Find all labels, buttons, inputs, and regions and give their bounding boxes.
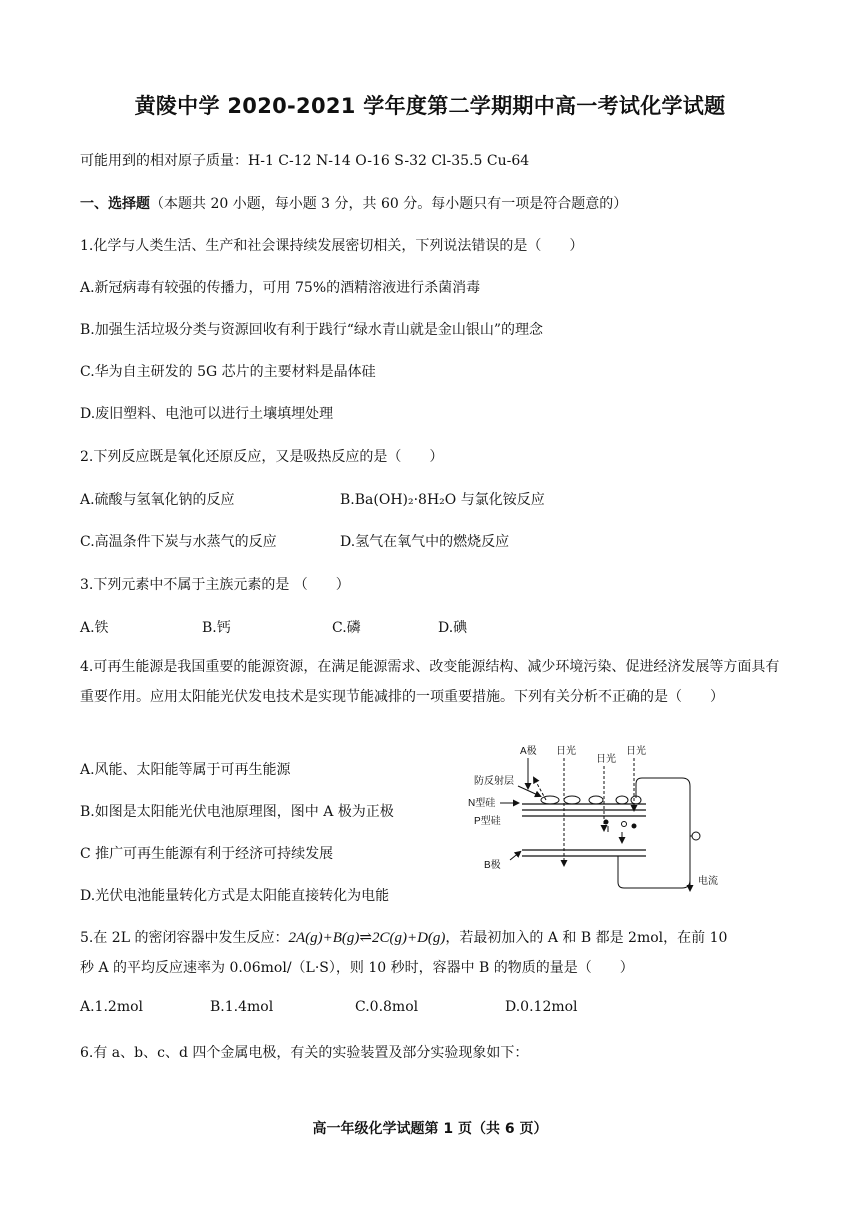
section-note: （本题共 20 小题，每小题 3 分，共 60 分。每小题只有一项是符合题意的）: [150, 196, 628, 212]
question-4-stem: 4.可再生能源是我国重要的能源资源，在满足能源需求、改变能源结构、减少环境污染、促进经济发展等方面具有重要作用。应用太阳能光伏发电技术是实现节能减排的一项重要措施。下列有关分析不正确的是（ ）: [80, 659, 780, 705]
q5-stem-post: ，若最初加入的 A 和 B 都是 2mol，在前 10: [445, 930, 728, 946]
q4-option-d: D.光伏电池能量转化方式是太阳能直接转化为电能: [80, 888, 390, 904]
label-current: 电流: [698, 876, 718, 887]
question-5-line1: [80, 927, 727, 947]
label-b-pole: B极: [484, 860, 501, 871]
exam-title: 黄陵中学 2020-2021 学年度第二学期期中高一考试化学试题: [134, 94, 726, 118]
page-footer: 高一年级化学试题第 1 页（共 6 页）: [312, 1121, 548, 1137]
q4-option-b: B.如图是太阳能光伏电池原理图，图中 A 极为正极: [80, 804, 394, 820]
q3-option-a: A.铁: [80, 620, 109, 636]
q5-option-c: C.0.8mol: [355, 999, 419, 1015]
label-sunlight-2: 日光: [596, 754, 616, 765]
label-n-si: N型硅: [468, 798, 496, 809]
q5-option-a: A.1.2mol: [80, 999, 144, 1015]
section-heading: 一、选择题: [80, 196, 150, 212]
label-a-pole: A极: [520, 746, 537, 757]
label-anti-reflect: 防反射层: [474, 776, 514, 787]
q5-option-d: D.0.12mol: [505, 999, 578, 1015]
q1-option-b: B.加强生活垃圾分类与资源回收有利于践行“绿水青山就是金山银山”的理念: [80, 322, 544, 338]
q1-option-c: C.华为自主研发的 5G 芯片的主要材料是晶体硅: [80, 364, 376, 380]
question-2-stem: 2.下列反应既是氧化还原反应，又是吸热反应的是（ ）: [80, 449, 444, 465]
q2-option-b: B.Ba(OH)₂·8H₂O 与氯化铵反应: [340, 492, 545, 508]
solar-cell-diagram: [458, 740, 728, 900]
question-5-line2: 秒 A 的平均反应速率为 0.06mol/（L·S），则 10 秒时，容器中 B 的物质的量是（ ）: [80, 960, 634, 976]
section-one-header: [80, 193, 627, 213]
label-p-si: P型硅: [474, 816, 501, 827]
q2-option-c: C.高温条件下炭与水蒸气的反应: [80, 534, 277, 550]
q5-stem-pre: 5.在 2L 的密闭容器中发生反应：: [80, 930, 289, 946]
atomic-masses: 可能用到的相对原子质量：H-1 C-12 N-14 O-16 S-32 Cl-35.5 Cu-64: [80, 153, 530, 169]
question-1-stem: 1.化学与人类生活、生产和社会课持续发展密切相关，下列说法错误的是（ ）: [80, 238, 584, 254]
q3-option-d: D.碘: [438, 620, 468, 636]
q4-option-a: A.风能、太阳能等属于可再生能源: [80, 762, 291, 778]
question-3-stem: 3.下列元素中不属于主族元素的是 （ ）: [80, 577, 350, 593]
q1-option-a: A.新冠病毒有较强的传播力，可用 75%的酒精溶液进行杀菌消毒: [80, 280, 481, 296]
q2-option-a: A.硫酸与氢氧化钠的反应: [80, 492, 235, 508]
question-6-stem: 6.有 a、b、c、d 四个金属电极，有关的实验装置及部分实验现象如下：: [80, 1045, 529, 1061]
q5-equation: 2A(g)+B(g)⇌2C(g)+D(g): [288, 930, 446, 946]
label-sunlight-1: 日光: [556, 746, 576, 757]
label-sunlight-3: 日光: [626, 746, 646, 757]
q5-option-b: B.1.4mol: [210, 999, 274, 1015]
q3-option-c: C.磷: [332, 620, 361, 636]
q4-option-c: C 推广可再生能源有利于经济可持续发展: [80, 846, 334, 862]
q3-option-b: B.钙: [202, 620, 231, 636]
q2-option-d: D.氢气在氧气中的燃烧反应: [340, 534, 510, 550]
q1-option-d: D.废旧塑料、电池可以进行土壤填埋处理: [80, 406, 334, 422]
